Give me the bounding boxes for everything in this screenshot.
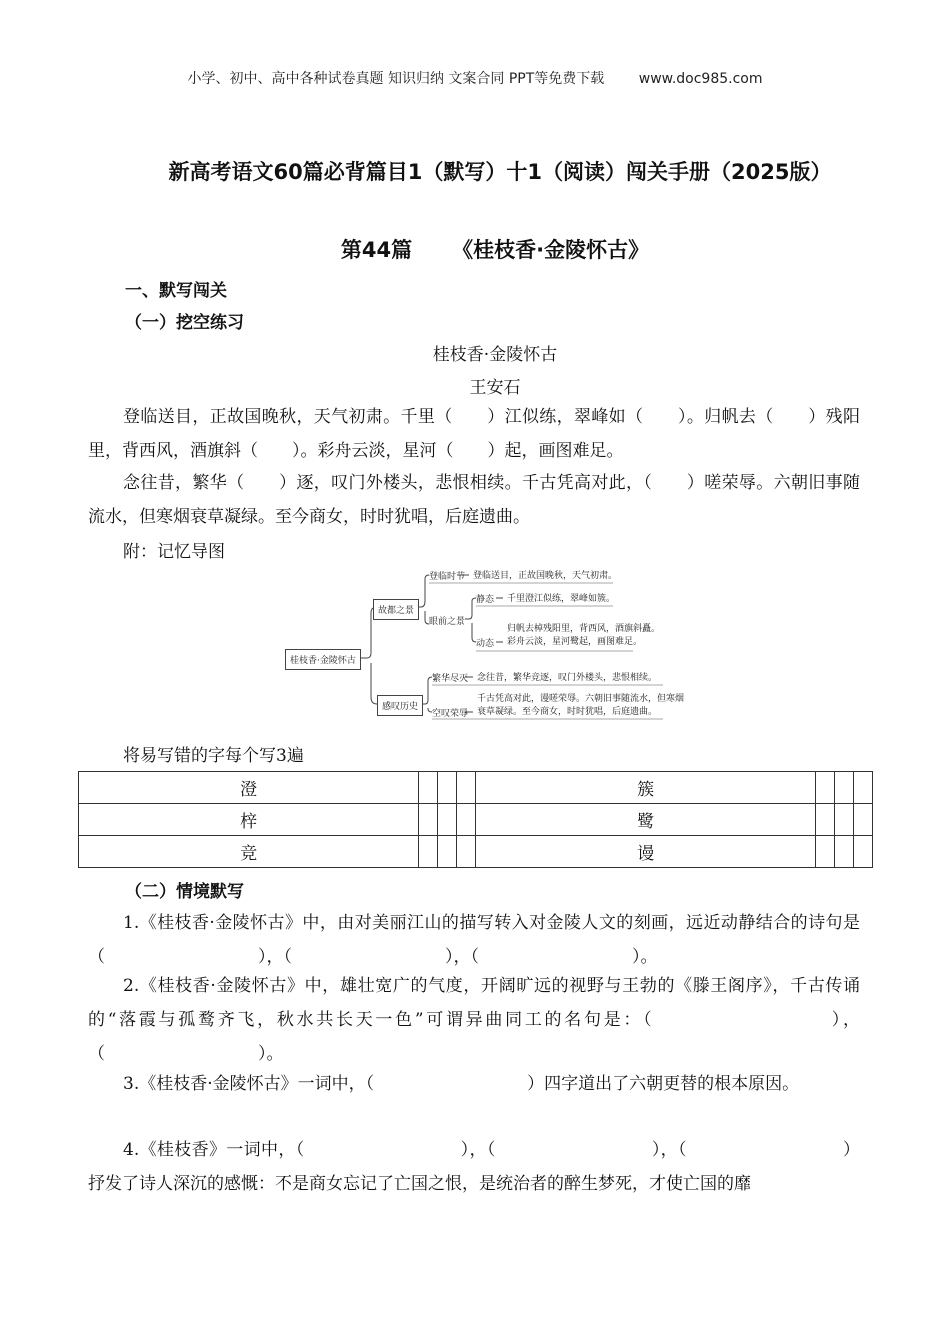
practice-cell[interactable]: [419, 836, 438, 868]
character-practice-table: [78, 771, 873, 868]
practice-cell[interactable]: [419, 772, 438, 804]
practice-cell[interactable]: [816, 804, 835, 836]
mind-map-empty-text-1: 千古凭高对此，谩嗟荣辱。六朝旧事随流水，但寒烟: [477, 694, 685, 704]
practice-cell[interactable]: [438, 772, 457, 804]
appendix-label: 附：记忆导图: [123, 542, 225, 562]
practice-cell[interactable]: [419, 804, 438, 836]
header-text: 小学、初中、高中各种试卷真题 知识归纳 文案合同 PPT等免费下载: [187, 71, 605, 87]
mind-map-dynamic-text-2: 彩舟云淡，星河鹭起，画图难足。: [507, 637, 643, 647]
practice-cell[interactable]: [854, 836, 873, 868]
mind-map-time-text: 登临送目，正故国晚秋，天气初肃。: [473, 571, 618, 581]
table-char: 澄: [79, 772, 419, 804]
question-2: 2.《桂枝香·金陵怀古》中，雄壮宽广的气度，开阔旷远的视野与王勃的《滕王阁序》，千古传诵的“落霞与孤鹜齐飞，秋水共长天一色”可谓异曲同工的名句是：（ ），（ ）。: [88, 976, 860, 1064]
mind-map-static-text: 千里澄江似练，翠峰如簇。: [507, 594, 616, 604]
question-1: 1.《桂枝香·金陵怀古》中，由对美丽江山的描写转入对金陵人文的刻画，远近动静结合的诗句是（ ），（ ），（ ）。: [88, 913, 860, 967]
table-char: 谩: [475, 836, 815, 868]
mind-map-view-label: 眼前之景: [429, 617, 466, 627]
table-char: 簇: [475, 772, 815, 804]
mind-map-empty-text-2: 衰草凝绿。至今商女，时时犹唱，后庭遗曲。: [477, 707, 658, 717]
subsection-heading-1: （一）挖空练习: [125, 313, 244, 333]
practice-cell[interactable]: [438, 804, 457, 836]
table-row: [79, 804, 873, 836]
practice-cell[interactable]: [816, 836, 835, 868]
table-char: 鹭: [475, 804, 815, 836]
practice-cell[interactable]: [835, 836, 854, 868]
practice-cell[interactable]: [457, 836, 476, 868]
mind-map-prosper-text: 念往昔，繁华竞逐，叹门外楼头，悲恨相续。: [477, 673, 658, 683]
table-row: [79, 836, 873, 868]
section-heading-1: 一、默写闯关: [125, 281, 227, 301]
table-row: [79, 772, 873, 804]
mind-map-static-label: 静态: [476, 595, 495, 605]
poem-title: 桂枝香·金陵怀古: [432, 345, 558, 365]
poem-paragraph-2: 念往昔，繁华（ ）逐，叹门外楼头，悲恨相续。千古凭高对此，（ ）嗟荣辱。六朝旧事随流水，但寒烟衰草凝绿。至今商女，时时犹唱，后庭遗曲。: [88, 473, 860, 527]
piece-title: [0, 234, 950, 264]
practice-cell[interactable]: [457, 772, 476, 804]
practice-cell[interactable]: [854, 804, 873, 836]
page-header: [0, 68, 950, 88]
piece-name: 《桂枝香·金陵怀古》: [452, 238, 650, 262]
document-title: 新高考语文60篇必背篇目1（默写）十1（阅读）闯关手册（2025版）: [168, 160, 832, 184]
practice-cell[interactable]: [854, 772, 873, 804]
practice-cell[interactable]: [816, 772, 835, 804]
practice-cell[interactable]: [835, 772, 854, 804]
table-char: 竞: [79, 836, 419, 868]
mind-map-dynamic-text-1: 归帆去棹残阳里，背西风，酒旗斜矗。: [507, 624, 661, 634]
practice-cell[interactable]: [457, 804, 476, 836]
mind-map-branch-history: 感叹历史: [377, 695, 423, 716]
piece-number: 第44篇: [340, 238, 413, 262]
question-4: 4.《桂枝香》一词中，（ ），（ ），（ ）抒发了诗人深沉的感慨：不是商女忘记了亡国之恨，是统治者的醉生梦死，才使亡国的靡: [88, 1140, 860, 1194]
mind-map-root: 桂枝香·金陵怀古: [285, 649, 361, 670]
poem-paragraph-1: 登临送目，正故国晚秋，天气初肃。千里（ ）江似练，翠峰如（ ）。归帆去（ ）残阳里，背西风，酒旗斜（ ）。彩舟云淡，星河（ ）起，画图难足。: [88, 407, 860, 461]
question-3: 3.《桂枝香·金陵怀古》一词中，（ ）四字道出了六朝更替的根本原因。: [123, 1074, 800, 1094]
poem-author: 王安石: [469, 378, 521, 398]
subsection-heading-2: （二）情境默写: [125, 882, 244, 902]
mind-map-empty-label: 空叹荣辱: [432, 709, 469, 719]
mind-map-branch-scene: 故都之景: [373, 599, 419, 620]
header-site: www.doc985.com: [638, 71, 763, 87]
practice-label: 将易写错的字每个写3遍: [123, 746, 304, 766]
table-char: 梓: [79, 804, 419, 836]
mind-map-time-label: 登临时节: [429, 572, 466, 582]
practice-cell[interactable]: [835, 804, 854, 836]
practice-cell[interactable]: [438, 836, 457, 868]
mind-map-prosper-label: 繁华尽灭: [432, 674, 469, 684]
mind-map-dynamic-label: 动态: [476, 639, 495, 649]
mind-map: [283, 567, 685, 725]
